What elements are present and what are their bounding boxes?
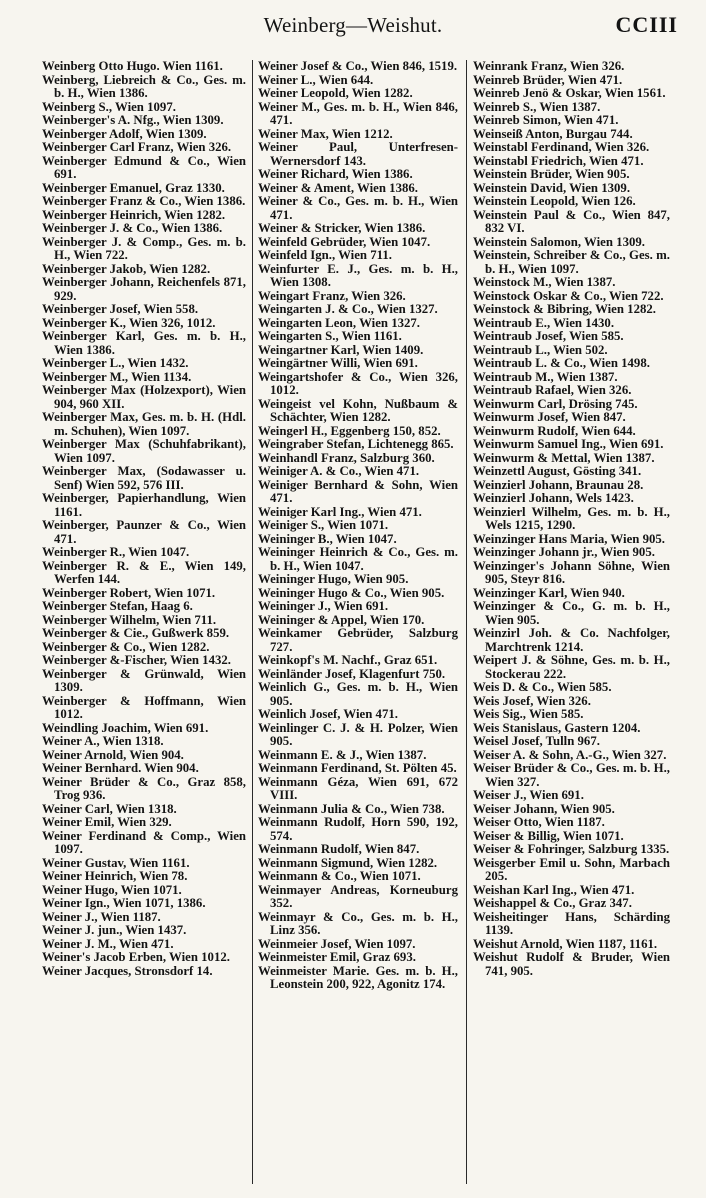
directory-entry: Weisel Josef, Tulln 967.: [473, 734, 600, 748]
directory-entry: Weinmann Rudolf, Horn 590, 192, 574.: [258, 815, 458, 843]
directory-entry: Weinfeld Ign., Wien 711.: [258, 248, 392, 262]
directory-entry: Weiner Carl, Wien 1318.: [42, 801, 177, 816]
directory-entry: Weinreb S., Wien 1387.: [473, 99, 601, 114]
directory-entry: Weiner Josef & Co., Wien 846, 1519.: [258, 59, 458, 73]
directory-entry: Weinmayr & Co., Ges. m. b. H., Linz 356.: [258, 909, 458, 937]
directory-entry: Weinwurm & Mettal, Wien 1387.: [473, 450, 655, 465]
directory-entry: Weinmann Rudolf, Wien 847.: [258, 842, 420, 856]
directory-entry: Weinstock & Bibring, Wien 1282.: [473, 302, 656, 316]
directory-entry: Weinberg S., Wien 1097.: [42, 99, 176, 114]
directory-entry: Weishan Karl Ing., Wien 471.: [473, 882, 635, 897]
directory-entry: Weiner Ferdinand & Comp., Wien 1097.: [42, 828, 246, 856]
directory-entry: Weinberger R. & E., Wien 149, Werfen 144.: [42, 558, 246, 586]
column-2: [258, 60, 458, 992]
directory-entry: Weinkamer Gebrüder, Salzburg 727.: [258, 626, 458, 654]
directory-entry: Weinberger Emanuel, Graz 1330.: [42, 180, 225, 195]
directory-entry: Weininger J., Wien 691.: [258, 599, 389, 613]
directory-entry: Weinberger Max (Holzexport), Wien 904, 960 XII.: [42, 383, 246, 411]
directory-entry: Weinberger R., Wien 1047.: [42, 545, 190, 559]
directory-entry: Weis D. & Co., Wien 585.: [473, 680, 612, 694]
directory-entry: Weiner Heinrich, Wien 78.: [42, 869, 188, 883]
directory-entry: Weintraub L. & Co., Wien 1498.: [473, 356, 650, 370]
directory-entry: Weinberger &-Fischer, Wien 1432.: [42, 653, 231, 667]
directory-entry: Weingarten S., Wien 1161.: [258, 329, 402, 343]
directory-entry: Weishappel & Co., Graz 347.: [473, 896, 632, 910]
directory-entry: Weiser J., Wien 691.: [473, 788, 584, 802]
directory-entry: Weiner J., Wien 1187.: [42, 909, 161, 924]
directory-entry: Weingart Franz, Wien 326.: [258, 288, 406, 303]
directory-entry: Weinberger Heinrich, Wien 1282.: [42, 207, 226, 222]
directory-entry: Weinstein Salomon, Wien 1309.: [473, 234, 645, 249]
directory-entry: Weintraub E., Wien 1430.: [473, 315, 615, 330]
directory-entry: Weininger & Appel, Wien 170.: [258, 612, 425, 627]
directory-entry: Weinberger J. & Co., Wien 1386.: [42, 221, 223, 235]
directory-entry: Weinberger Max, Ges. m. b. H. (Hdl. m. Schuhen), Wien 1097.: [42, 410, 246, 438]
directory-entry: Weiner Jacques, Stronsdorf 14.: [42, 963, 213, 978]
directory-entry: Weinzirl Joh. & Co. Nachfolger, Marchtrenk 1214.: [473, 626, 670, 654]
directory-entry: Weiner's Jacob Erben, Wien 1012.: [42, 950, 230, 964]
directory-entry: Weininger Hugo & Co., Wien 905.: [258, 585, 445, 600]
directory-entry: Weinwurm Josef, Wien 847.: [473, 410, 626, 424]
directory-entry: Weinwurm Samuel Ing., Wien 691.: [473, 437, 664, 451]
directory-entry: Weinberger Franz & Co., Wien 1386.: [42, 194, 246, 208]
directory-entry: Weinberger Carl Franz, Wien 326.: [42, 140, 232, 154]
directory-entry: Weinberger & Cie., Gußwerk 859.: [42, 626, 230, 640]
directory-entry: Weisgerber Emil u. Sohn, Marbach 205.: [473, 855, 670, 883]
directory-entry: Weinwurm Rudolf, Wien 644.: [473, 423, 636, 438]
directory-entry: Weinmann Julia & Co., Wien 738.: [258, 801, 445, 816]
directory-entry: Weinmayer Andreas, Korneuburg 352.: [258, 882, 458, 910]
directory-entry: Weiniger Bernhard & Sohn, Wien 471.: [258, 477, 458, 505]
directory-entry: Weinzinger & Co., G. m. b. H., Wien 905.: [473, 599, 670, 627]
directory-entry: Weininger B., Wien 1047.: [258, 531, 397, 546]
directory-entry: Weintraub L., Wien 502.: [473, 342, 608, 357]
directory-entry: Weisheitinger Hans, Schärding 1139.: [473, 909, 670, 937]
directory-entry: Weiner Leopold, Wien 1282.: [258, 86, 413, 100]
directory-entry: Weinberg, Liebreich & Co., Ges. m. b. H., Wien 1386.: [42, 72, 246, 100]
directory-entry: Weinreb Jenö & Oskar, Wien 1561.: [473, 86, 666, 100]
directory-entry: Weinberger K., Wien 326, 1012.: [42, 315, 216, 330]
directory-entry: Weinberger Wilhelm, Wien 711.: [42, 612, 217, 627]
directory-entry: Weingärtner Willi, Wien 691.: [258, 356, 418, 370]
directory-entry: Weinstabl Ferdinand, Wien 326.: [473, 140, 650, 154]
directory-entry: Weiner J. jun., Wien 1437.: [42, 923, 187, 937]
directory-entry: Weintraub Josef, Wien 585.: [473, 329, 624, 343]
directory-entry: Weiner L., Wien 644.: [258, 72, 374, 87]
page-title: Weinberg—Weishut.: [263, 13, 443, 37]
directory-entry: Weinhandl Franz, Salzburg 360.: [258, 450, 435, 465]
directory-entry: Weinfeld Gebrüder, Wien 1047.: [258, 234, 431, 249]
column-divider: [252, 60, 253, 1184]
directory-entry: Weinländer Josef, Klagenfurt 750.: [258, 666, 446, 681]
directory-entry: Weingeist vel Kohn, Nußbaum & Schächter, Wien 1282.: [258, 396, 458, 424]
page-number: CCIII: [615, 12, 678, 37]
directory-entry: Weinzinger's Johann Söhne, Wien 905, Steyr 816.: [473, 558, 670, 586]
directory-entry: Weinmann Ferdinand, St. Pölten 45.: [258, 761, 457, 775]
directory-entry: Weinlich Josef, Wien 471.: [258, 707, 398, 721]
directory-entry: Weingarten Leon, Wien 1327.: [258, 315, 420, 330]
directory-entry: Weiner & Co., Ges. m. b. H., Wien 471.: [258, 194, 458, 222]
directory-entry: Weinzettl August, Gösting 341.: [473, 464, 642, 478]
directory-entry: Weiner Emil, Wien 329.: [42, 815, 172, 829]
directory-entry: Weinstock Oskar & Co., Wien 722.: [473, 288, 664, 303]
directory-entry: Weindling Joachim, Wien 691.: [42, 720, 209, 735]
directory-entry: Weinberger Karl, Ges. m. b. H., Wien 1386.: [42, 329, 246, 357]
directory-entry: Weiner M., Ges. m. b. H., Wien 846, 471.: [258, 99, 458, 127]
directory-entry: Weinreb Simon, Wien 471.: [473, 113, 619, 127]
directory-entry: Weinmeister Emil, Graz 693.: [258, 950, 416, 964]
directory-entry: Weinstock M., Wien 1387.: [473, 275, 616, 289]
directory-entry: Weiner Bernhard. Wien 904.: [42, 761, 199, 775]
directory-entry: Weiniger Karl Ing., Wien 471.: [258, 504, 422, 519]
directory-entry: Weinberger J. & Comp., Ges. m. b. H., Wien 722.: [42, 234, 246, 262]
directory-entry: Weinberger & Grünwald, Wien 1309.: [42, 666, 246, 694]
directory-entry: Weinzierl Johann, Braunau 28.: [473, 477, 644, 492]
directory-entry: Weiniger A. & Co., Wien 471.: [258, 464, 420, 478]
directory-entry: Weiser Brüder & Co., Ges. m. b. H., Wien 327.: [473, 761, 670, 789]
directory-entry: Weinzierl Johann, Wels 1423.: [473, 491, 634, 505]
directory-entry: Weininger Heinrich & Co., Ges. m. b. H., Wien 1047.: [258, 545, 458, 573]
directory-entry: Weinwurm Carl, Drösing 745.: [473, 396, 638, 411]
directory-entry: Weiner Gustav, Wien 1161.: [42, 855, 190, 870]
directory-entry: Weinberger Edmund & Co., Wien 691.: [42, 153, 246, 181]
directory-entry: Weis Stanislaus, Gastern 1204.: [473, 720, 641, 735]
directory-entry: Weinberger Josef, Wien 558.: [42, 302, 199, 316]
directory-entry: Weishut Arnold, Wien 1187, 1161.: [473, 936, 658, 951]
directory-entry: Weintraub Rafael, Wien 326.: [473, 383, 632, 397]
directory-entry: Weinmann E. & J., Wien 1387.: [258, 747, 427, 762]
directory-entry: Weingraber Stefan, Lichtenegg 865.: [258, 437, 454, 451]
directory-entry: Weinberger & Hoffmann, Wien 1012.: [42, 693, 246, 721]
directory-entry: Weingerl H., Eggenberg 150, 852.: [258, 423, 441, 438]
directory-entry: Weinmeister Marie. Ges. m. b. H., Leonstein 200, 922, Agonitz 174.: [258, 963, 458, 991]
column-3: [473, 60, 670, 978]
directory-entry: Weipert J. & Söhne, Ges. m. b. H., Stockerau 222.: [473, 653, 670, 681]
directory-entry: Weinberger Johann, Reichenfels 871, 929.: [42, 275, 246, 303]
directory-entry: Weis Josef, Wien 326.: [473, 693, 591, 708]
directory-entry: Weininger Hugo, Wien 905.: [258, 572, 409, 586]
directory-entry: Weinmann & Co., Wien 1071.: [258, 869, 421, 883]
directory-entry: Weinberger Max, (Sodawasser u. Senf) Wien 592, 576 III.: [42, 464, 246, 492]
directory-entry: Weiner Ign., Wien 1071, 1386.: [42, 896, 206, 910]
directory-entry: Weintraub M., Wien 1387.: [473, 369, 618, 384]
directory-entry: Weinberger Max (Schuhfabrikant), Wien 1097.: [42, 437, 246, 465]
directory-entry: Weinberger Adolf, Wien 1309.: [42, 126, 207, 141]
directory-entry: Weinseiß Anton, Burgau 744.: [473, 126, 633, 141]
directory-entry: Weinberger Stefan, Haag 6.: [42, 599, 193, 613]
directory-entry: Weishut Rudolf & Bruder, Wien 741, 905.: [473, 950, 670, 978]
directory-entry: Weiser Otto, Wien 1187.: [473, 815, 605, 829]
directory-entry: Weingarten J. & Co., Wien 1327.: [258, 302, 438, 316]
directory-entry: Weinlich G., Ges. m. b. H., Wien 905.: [258, 680, 458, 708]
directory-entry: Weiser A. & Sohn, A.-G., Wien 327.: [473, 747, 667, 762]
directory-entry: Weinkopf's M. Nachf., Graz 651.: [258, 653, 438, 667]
directory-entry: Weinstein Leopold, Wien 126.: [473, 194, 636, 208]
directory-entry: Weinmann Sigmund, Wien 1282.: [258, 855, 438, 870]
directory-entry: Weinberger & Co., Wien 1282.: [42, 639, 210, 654]
directory-entry: Weinstein Paul & Co., Wien 847, 832 VI.: [473, 207, 670, 235]
directory-entry: Weiner Arnold, Wien 904.: [42, 747, 184, 762]
directory-entry: Weinberger L., Wien 1432.: [42, 356, 189, 370]
directory-entry: Weingartshofer & Co., Wien 326, 1012.: [258, 369, 458, 397]
directory-entry: Weinberger Robert, Wien 1071.: [42, 585, 216, 600]
directory-entry: Weinlinger C. J. & H. Polzer, Wien 905.: [258, 720, 458, 748]
directory-entry: Weinreb Brüder, Wien 471.: [473, 72, 623, 87]
directory-entry: Weinberger, Paunzer & Co., Wien 471.: [42, 518, 246, 546]
directory-entry: Weinfurter E. J., Ges. m. b. H., Wien 1308.: [258, 261, 458, 289]
directory-entry: Weiner Hugo, Wien 1071.: [42, 882, 182, 897]
directory-entry: Weiner J. M., Wien 471.: [42, 936, 174, 951]
directory-entry: Weinstein, Schreiber & Co., Ges. m. b. H., Wien 1097.: [473, 248, 670, 276]
directory-entry: Weiser Johann, Wien 905.: [473, 801, 615, 816]
directory-entry: Weinberg Otto Hugo. Wien 1161.: [42, 59, 223, 73]
directory-entry: Weiner & Stricker, Wien 1386.: [258, 221, 426, 235]
directory-entry: Weinzinger Johann jr., Wien 905.: [473, 545, 655, 559]
directory-entry: Weiner A., Wien 1318.: [42, 734, 164, 748]
directory-entry: Weinmann Géza, Wien 691, 672 VIII.: [258, 774, 458, 802]
directory-entry: Weinstein Brüder, Wien 905.: [473, 167, 630, 181]
directory-entry: Weis Sig., Wien 585.: [473, 707, 584, 721]
directory-entry: Weinzierl Wilhelm, Ges. m. b. H., Wels 1215, 1290.: [473, 504, 670, 532]
directory-entry: Weinberger M., Wien 1134.: [42, 369, 192, 384]
directory-entry: Weiser & Fohringer, Salzburg 1335.: [473, 842, 670, 856]
column-divider: [466, 60, 467, 1184]
directory-entry: Weinzinger Karl, Wien 940.: [473, 585, 625, 600]
directory-entry: Weinberger Jakob, Wien 1282.: [42, 261, 211, 276]
directory-entry: Weinstein David, Wien 1309.: [473, 180, 631, 195]
directory-entry: Weinmeier Josef, Wien 1097.: [258, 936, 416, 951]
directory-entry: Weinberger's A. Nfg., Wien 1309.: [42, 113, 224, 127]
directory-entry: Weiner Max, Wien 1212.: [258, 126, 393, 141]
directory-entry: Weinberger, Papierhandlung, Wien 1161.: [42, 491, 246, 519]
directory-entry: Weiner Richard, Wien 1386.: [258, 167, 413, 181]
directory-entry: Weiniger S., Wien 1071.: [258, 518, 389, 532]
directory-entry: Weiser & Billig, Wien 1071.: [473, 828, 624, 843]
directory-entry: Weiner Paul, Unterfresen-Wernersdorf 143.: [258, 140, 458, 168]
directory-entry: Weinzinger Hans Maria, Wien 905.: [473, 531, 665, 546]
directory-entry: Weiner & Ament, Wien 1386.: [258, 180, 418, 195]
column-1: [42, 60, 246, 978]
directory-entry: Weinstabl Friedrich, Wien 471.: [473, 153, 644, 168]
directory-entry: Weiner Brüder & Co., Graz 858, Trog 936.: [42, 774, 246, 802]
directory-entry: Weinrank Franz, Wien 326.: [473, 59, 625, 73]
directory-entry: Weingartner Karl, Wien 1409.: [258, 342, 424, 357]
